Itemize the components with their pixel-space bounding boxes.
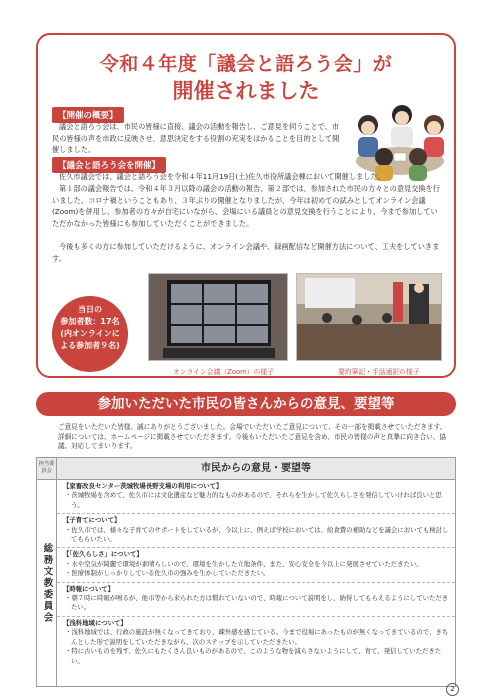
opinions-table (36, 457, 456, 687)
participant-line-4: よる参加者９名) (60, 341, 120, 350)
page-number: 2 (446, 683, 459, 696)
opinion-title: 【子育てについて】 (63, 516, 121, 525)
opinions-intro: ご意見をいただいた皆様、誠にありがとうございました。会場でいただいたご意見について、その一部を掲載させていただきます。詳細については、ホームページに掲載させていただきます。今後もいただいたご意見を含め、市民の皆様の声と真摯に向き合い、協議、対応してまいります。 (58, 423, 447, 451)
opinion-item (57, 514, 455, 548)
opinion-title: 【浅科地域について】 (63, 618, 127, 627)
overview-label: 【開催の概要】 (52, 107, 124, 123)
zoom-photo-caption: オンライン会議（Zoom）の様子 (173, 368, 274, 376)
report-title-line2: 開催されました (172, 79, 320, 103)
opinion-text: ・茨城牧場を含めて、佐久市には文化遺産など魅力的なものがあるので、それらを生かして佐久らしさを発信していければ良いと思う。 (65, 491, 442, 509)
opinion-title: 【家畜改良センター茨城牧場長野支場の利用について】 (63, 482, 223, 490)
opinion-item (57, 617, 455, 669)
held-paragraph-1: 佐久市議会では、議会と語ろう会を令和４年11月19日(土)佐久市役所議会棟において開催しました。 (59, 172, 385, 181)
committee-name: 総務文教委員会 (37, 480, 57, 686)
participant-line-2: 参加者数：17名 (60, 317, 120, 326)
participant-line-3: (内オンラインに (60, 329, 120, 338)
participant-line-1: 当日の (78, 305, 102, 314)
opinion-title: 【「佐久らしさ」について】 (63, 550, 143, 559)
held-paragraph-3: 今後も多くの方に参加していただけるように、オンライン会議や、録画配信など開催方法について、工夫をしていきます。 (52, 242, 440, 263)
sign-language-caption: 要約筆記・手話通訳の様子 (338, 368, 420, 376)
opinion-items (57, 480, 455, 686)
held-label: 【議会と語ろう会を開催】 (52, 157, 166, 173)
report-title-line1: 令和４年度「議会と語ろう会」が (99, 53, 393, 75)
opinion-text: ・朝７時に時報が鳴るが、他市等から来られた方は慣れていないので、時報について説明をし、納得してもらえるようにしていただきたい。 (65, 594, 449, 612)
opinions-banner: 参加いただいた市民の皆さんからの意見、要望等 (36, 392, 456, 416)
opinion-text: ・水や空気が綺麗で環境が素晴らしいので、環境を生かした立地条件、また、安心安全を今以上に発展させていただきたい。 (65, 559, 423, 568)
committee-header: 担当委員会 (37, 458, 57, 480)
opinion-text: ・佐久市では、様々な子育てのサポートをしているが、今以上に、例えば学校においては、給食費の補助などを議会においても検討してもらいたい。 (65, 525, 449, 544)
opinion-text: ・浅科地域では、行政の施設が無くなってきており、疎外感を感じている。今まで役場にあったものが無くなってきているので、きちんとした形で説明をしていただきながら、次のステップを示していただきたい。 (65, 628, 449, 646)
opinion-text: ・医療体制がしっかりしている佐久市の強みを生かしていただきたい。 (65, 569, 270, 578)
zoom-meeting-photo (148, 273, 288, 361)
opinion-title: 【時報について】 (63, 584, 114, 593)
opinion-item (57, 480, 455, 514)
opinions-header: 市民からの意見・要望等 (57, 458, 455, 480)
opinion-text: ・特に古いものを残す、佐久にもたくさん良いものがあるので、このような物を減らさないようにして、育て、発信していただきたい。 (65, 647, 442, 665)
overview-text: 議会と語ろう会は、市民の皆様に直接、議会の活動を報告し、ご意見を伺うことで、市民の皆様の声を市政に反映させ、意思決定をする役割の充実をはかることを目的として開催しました。 (52, 122, 340, 155)
opinion-item (57, 583, 455, 617)
opinion-item (57, 548, 455, 582)
held-paragraph-2: 第１部の議会報告では、令和４年３月以降の議会の活動の報告、第２部では、参加された市民の方々との意見交換を行いました。コロナ禍ということもあり、３年ぶりの開催となりましたが、今年は初めての試みとしてオンライン会議(Zoom)を併用し、参加者の方々が自宅にいながら、会場にいる議員との意見交換を行うことにより、今まで参加していただかなかった皆様にも参加していただくことができました。 (52, 184, 440, 228)
meeting-illustration (350, 95, 452, 183)
participant-count-badge (52, 296, 128, 372)
sign-language-photo (296, 273, 442, 361)
